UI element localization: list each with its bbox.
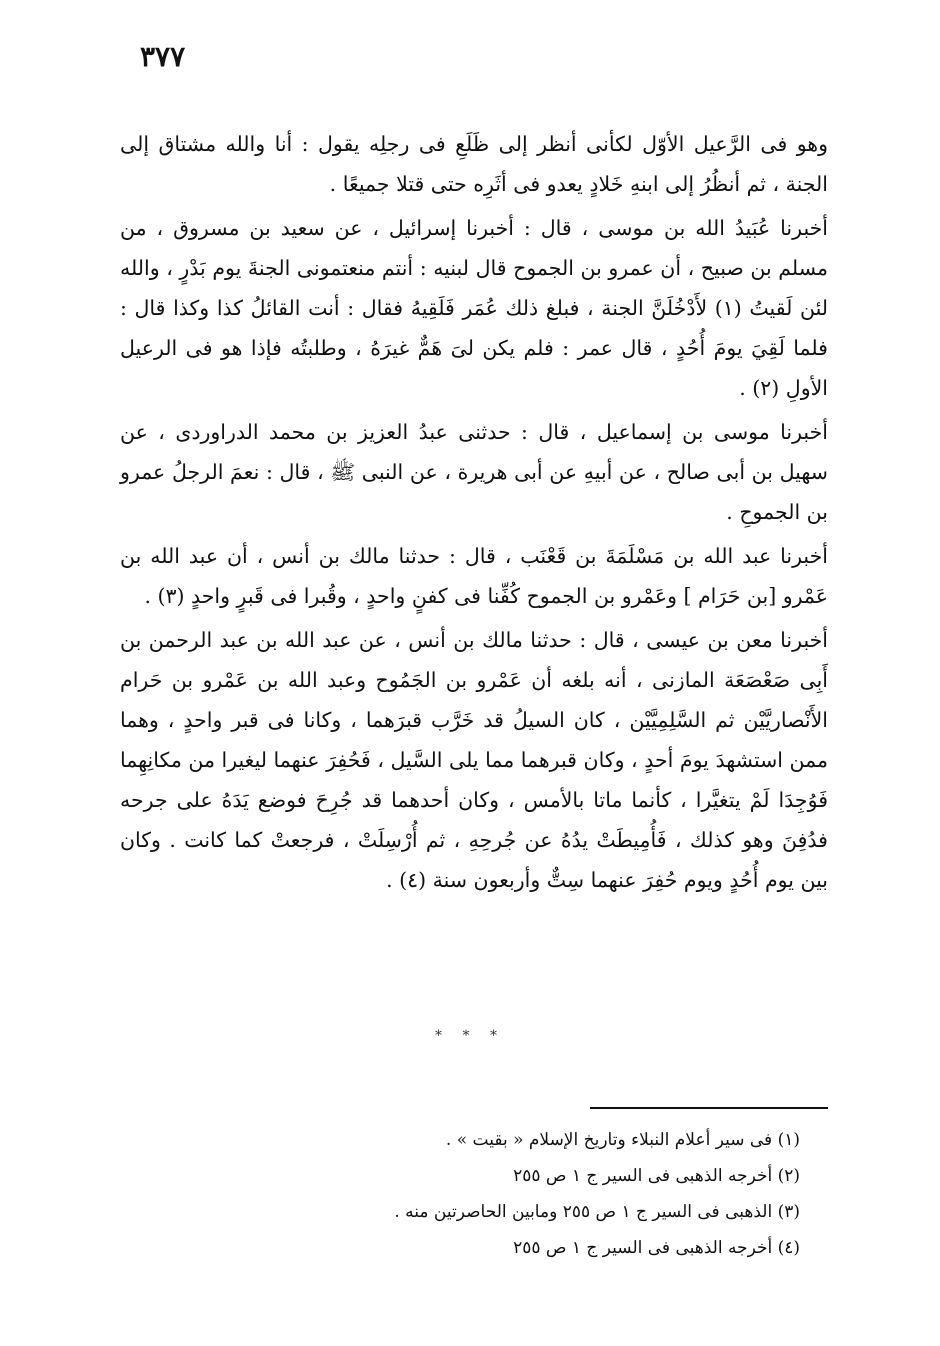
footnote-divider xyxy=(590,1107,828,1109)
main-text xyxy=(120,124,828,904)
footnotes xyxy=(300,1122,800,1266)
footnote-4: (٤) أخرجه الذهبى فى السير ج ١ ص ٢٥٥ xyxy=(513,1238,800,1258)
paragraph-5: أخبرنا معن بن عيسى ، قال : حدثنا مالك بن أنس ، عن عبد الله بن عبد الرحمن بن أَبِى صَعْصَعَة المازنى ، أنه بلغه أن عَمْرو بن الجَمُوح وعبد الله بن عَمْرو بن حَرام الأَنْصاريَّيْن ثم السَّلِمِيَّيْن ، كان السيلُ قد خَرَّب قبرَهما ، وكانا فى قبر واحدٍ ، وهما ممن استشهدَ يومَ أحدٍ ، وكان قبرهما مما يلى السَّيل ، فَحُفِرَ عنهما ليغيرا من مكانِهِما فَوُجِدَا لَمْ يتغيَّرا ، كأنما ماتا بالأمس ، وكان أحدهما قد جُرِحَ فوضع يَدَهُ على جرحه فدُفِنَ وهو كذلك ، فَأُمِيطَتْ يدُهُ عن جُرحِهِ ، ثم أُرْسِلَتْ ، فرجعتْ كما كانت . وكان بين يوم أُحُدٍ ويوم حُفِرَ عنهما سِتٌّ وأربعون سنة (٤) . xyxy=(120,628,828,892)
section-separator: * * * xyxy=(435,1028,505,1044)
paragraph-2: أخبرنا عُبَيدُ الله بن موسى ، قال : أخبرنا إسرائيل ، عن سعيد بن مسروق ، من مسلم بن صبيح ، أن عمرو بن الجموح قال لبنيه : أنتم منعتمونى الجنةَ يوم بَدْرٍ ، والله لئن لَقيتُ (١) لأَدْخُلَنَّ الجنة ، فبلغ ذلك عُمَر فَلَقِيهُ فقال : أنت القائلُ كذا وكذا قال : فلما لَقِيَ يومَ أُحُدٍ ، قال عمر : فلم يكن لىَ هَمٌّ غيرَهُ ، وطلبتُه فإذا هو فى الرعيل الأولِ (٢) . xyxy=(120,216,829,400)
paragraph-4: أخبرنا عبد الله بن مَسْلَمَةَ بن قَعْنَب ، قال : حدثنا مالك بن أنس ، أن عبد الله بن عَمْرو [بن حَرَام ] وعَمْرو بن الجموح كُفِّنا فى كفنٍ واحدٍ ، وقُبرا فى قَبرٍ واحدٍ (٣) . xyxy=(120,544,828,608)
footnote-1: (١) فى سير أعلام النبلاء وتاريخ الإسلام « بقيت » . xyxy=(445,1130,800,1150)
footnote-3: (٣) الذهبى فى السير ج ١ ص ٢٥٥ ومابين الحاصرتين منه . xyxy=(394,1202,800,1222)
page-number: ٣٧٧ xyxy=(140,40,186,73)
paragraph-3: أخبرنا موسى بن إسماعيل ، قال : حدثنى عبدُ العزيز بن محمد الدراوردى ، عن سهيل بن أبى صالح ، عن أبيهِ عن أبى هريرة ، عن النبى ﷺ ، قال : نعمَ الرجلُ عمرو بن الجموحِ . xyxy=(120,420,828,524)
footnote-2: (٢) أخرجه الذهبى فى السير ج ١ ص ٢٥٥ xyxy=(513,1166,800,1186)
paragraph-1: وهو فى الرَّعيل الأوّل لكأنى أنظر إلى ظَلَعِ فى رجلِه يقول : أنا والله مشتاق إلى الجنة ، ثم أنظُرُ إلى ابنهِ خَلادٍ يعدو فى أثَرِه حتى قتلا جميعًا . xyxy=(120,132,828,196)
